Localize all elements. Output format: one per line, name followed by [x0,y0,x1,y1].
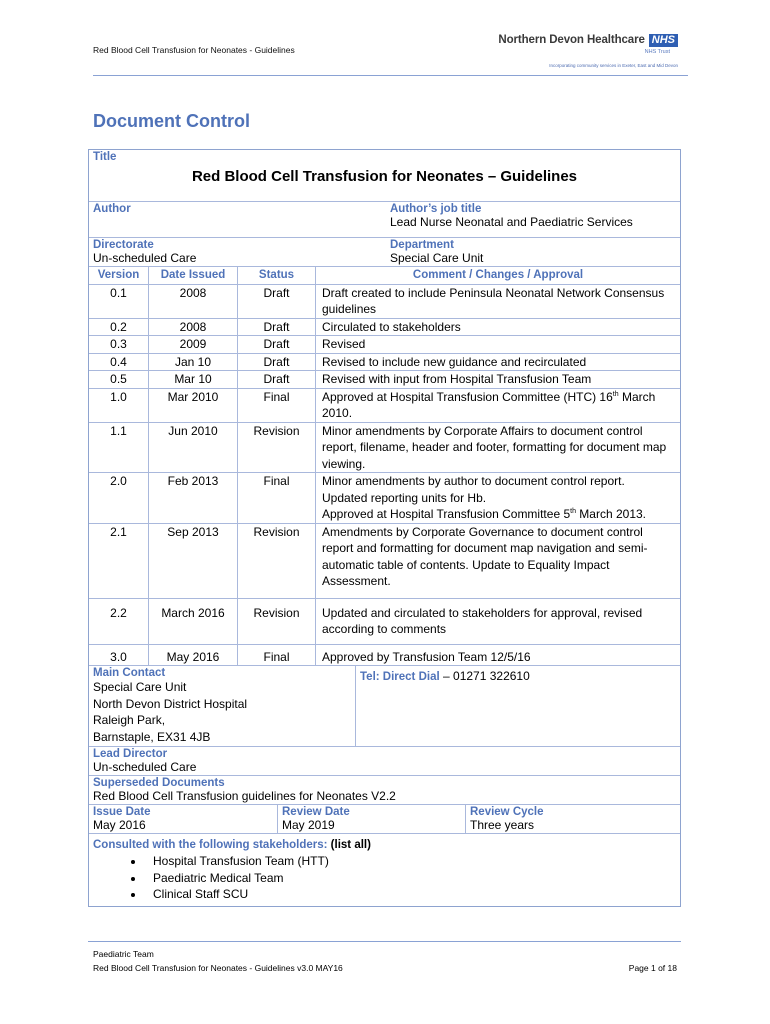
comment-text: Approved at Hospital Transfusion Committee 5 [322,507,571,521]
comment-cell: Approved by Transfusion Team 12/5/16 [316,644,681,665]
comment-line: Updated reporting units for Hb. [322,490,487,505]
version-cell: 2.0 [89,473,149,524]
version-cell: 0.3 [89,336,149,354]
comment-cell: Revised [316,336,681,354]
version-cell: 0.4 [89,353,149,371]
date-cell: May 2016 [149,644,238,665]
address-line: North Devon District Hospital [93,696,248,711]
author-row [89,202,680,238]
superseded-value: Red Blood Cell Transfusion guidelines for Neonates V2.2 [93,789,396,803]
version-history [89,267,680,666]
date-cell: March 2016 [149,598,238,644]
contact-row [89,666,680,747]
date-cell: 2008 [149,284,238,318]
ordinal-suffix: th [570,508,576,515]
review-date-label: Review Date [282,806,350,818]
footer-team: Paediatric Team [93,949,154,959]
document-control-table [88,149,681,907]
list-item: • Clinical Staff SCU [145,886,676,903]
version-header-row [89,267,680,284]
header-document-name: Red Blood Cell Transfusion for Neonates - Guidelines [93,45,295,55]
nhs-logo-icon: NHS [649,34,678,47]
status-cell: Draft [238,284,316,318]
comment-cell [316,473,681,524]
address-line: Barnstaple, EX31 4JB [93,729,211,744]
table-row [89,318,680,336]
status-cell: Revision [238,598,316,644]
status-cell: Revision [238,422,316,473]
consulted-row [89,834,680,906]
superseded-row [89,776,680,805]
date-cell: Sep 2013 [149,523,238,598]
department-label: Department [390,239,454,251]
version-cell: 0.5 [89,371,149,389]
table-row [89,644,680,665]
comment-cell: Updated and circulated to stakeholders for approval, revised according to comments [316,598,681,644]
directorate-row [89,238,680,267]
table-row [89,598,680,644]
comment-cell: Revised to include new guidance and recirculated [316,353,681,371]
table-row [89,371,680,389]
consulted-label: Consulted with the following stakeholders: [93,839,328,851]
col-comment: Comment / Changes / Approval [412,269,584,281]
header-divider [93,75,688,76]
dates-row [89,805,680,834]
date-cell: Mar 10 [149,371,238,389]
version-cell: 2.1 [89,523,149,598]
comment-cell: Minor amendments by Corporate Affairs to document control report, filename, header and footer, formatting for document map viewing. [316,422,681,473]
table-row [89,284,680,318]
version-cell: 3.0 [89,644,149,665]
section-title: Document Control [93,111,250,131]
status-cell: Draft [238,318,316,336]
directorate-value: Un-scheduled Care [93,251,197,265]
table-row [89,422,680,473]
review-cycle-value: Three years [470,818,535,832]
title-row [89,150,680,202]
status-cell: Draft [238,371,316,389]
table-row [89,336,680,354]
review-date-value: May 2019 [282,818,335,832]
status-cell: Draft [238,336,316,354]
superseded-label: Superseded Documents [93,777,225,789]
page-number: Page 1 of 18 [628,963,677,973]
date-cell: Mar 2010 [149,388,238,422]
review-cycle-label: Review Cycle [470,806,544,818]
list-item: • Paediatric Medical Team [145,870,676,887]
status-cell: Draft [238,353,316,371]
main-contact-label: Main Contact [93,667,166,679]
ordinal-suffix: th [612,390,619,398]
comment-cell [316,388,681,422]
trust-logo [498,30,678,68]
col-version: Version [89,267,149,284]
status-cell: Revision [238,523,316,598]
address-line: Special Care Unit [93,680,187,694]
department-value: Special Care Unit [390,251,484,265]
lead-director-row [89,747,680,776]
comment-text: Approved at Hospital Transfusion Committee (HTC) 16 [322,389,613,404]
status-cell: Final [238,644,316,665]
col-date-issued: Date Issued [149,267,238,284]
comment-cell: Draft created to include Peninsula Neonatal Network Consensus guidelines [316,284,681,318]
tel-value: – 01271 322610 [439,669,530,683]
org-tagline: Incorporating community services in Exeter, East and Mid Devon [549,63,678,68]
version-cell: 1.1 [89,422,149,473]
comment-text: March 2013. [575,507,647,521]
issue-date-value: May 2016 [93,818,146,832]
footer-divider [88,941,681,942]
author-label: Author [93,203,131,215]
address-line: Raleigh Park, [93,713,166,727]
footer-doc-ref: Red Blood Cell Transfusion for Neonates - Guidelines v3.0 MAY16 [93,963,343,973]
table-row [89,388,680,422]
org-subtitle: NHS Trust [644,49,670,55]
date-cell: Feb 2013 [149,473,238,524]
comment-cell: Amendments by Corporate Governance to document control report and formatting for document map navigation and semi-automatic table of contents. Update to Equality Impact Assessment. [316,523,681,598]
status-cell: Final [238,473,316,524]
table-row [89,523,680,598]
version-cell: 0.2 [89,318,149,336]
date-cell: 2009 [149,336,238,354]
comment-text: March 2010. [322,389,656,420]
org-name: Northern Devon Healthcare [498,34,645,46]
table-row [89,473,680,524]
status-cell: Final [238,388,316,422]
comment-cell: Circulated to stakeholders [316,318,681,336]
tel-label: Tel: Direct Dial [360,671,440,683]
date-cell: Jun 2010 [149,422,238,473]
stakeholder-list [93,853,676,903]
col-status: Status [238,267,316,284]
lead-director-value: Un-scheduled Care [93,760,197,774]
version-cell: 2.2 [89,598,149,644]
comment-line: Minor amendments by author to document control report. [322,474,625,488]
title-label: Title [93,151,117,163]
issue-date-label: Issue Date [93,806,151,818]
date-cell: 2008 [149,318,238,336]
document-title: Red Blood Cell Transfusion for Neonates – Guidelines [191,168,578,185]
comment-cell: Revised with input from Hospital Transfusion Team [316,371,681,389]
lead-director-label: Lead Director [93,748,168,760]
job-title-value: Lead Nurse Neonatal and Paediatric Services [390,215,633,229]
job-title-label: Author’s job title [390,203,482,215]
version-table [89,267,680,665]
table-row [89,353,680,371]
comment-line [322,506,677,523]
version-cell: 0.1 [89,284,149,318]
list-item: • Hospital Transfusion Team (HTT) [145,853,676,870]
consulted-note: (list all) [327,839,371,851]
directorate-label: Directorate [93,239,154,251]
version-cell: 1.0 [89,388,149,422]
date-cell: Jan 10 [149,353,238,371]
